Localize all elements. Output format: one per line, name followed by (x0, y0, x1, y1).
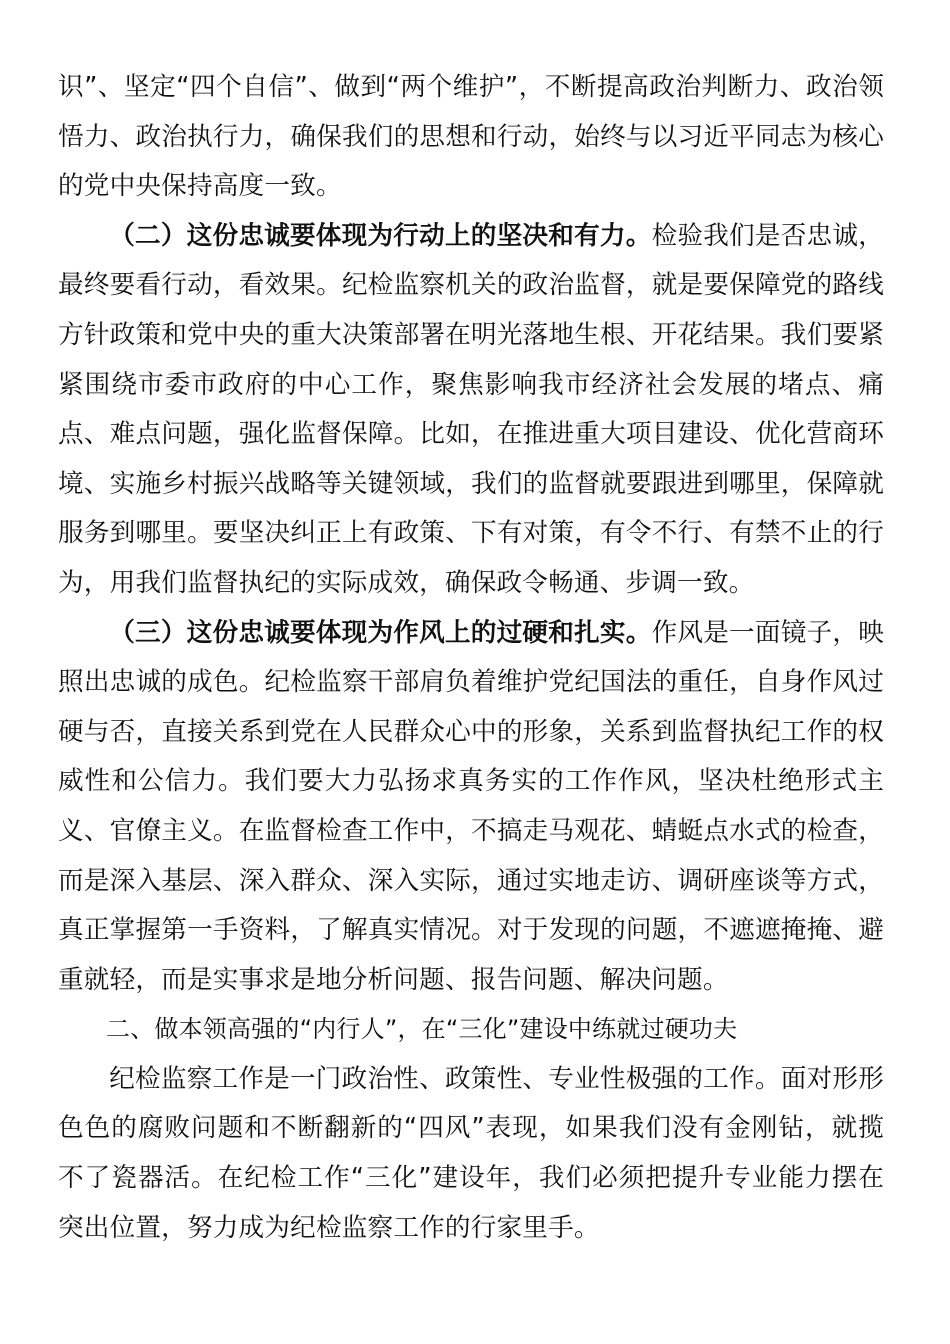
paragraph-continuation (58, 63, 884, 212)
paragraph-text: 识”、坚定“四个自信”、做到“两个维护”，不断提高政治判断力、政治领悟力、政治执行力，确保我们的思想和行动，始终与以习近平同志为核心的党中央保持高度一致。 (58, 72, 884, 202)
paragraph-loyalty-action (58, 212, 884, 609)
paragraph-text: 检验我们是否忠诚，最终要看行动，看效果。纪检监察机关的政治监督，就是要保障党的路线方针政策和党中央的重大决策部署在明光落地生根、开花结果。我们要紧紧围绕市委市政府的中心工作，聚焦影响我市经济社会发展的堵点、痛点、难点问题，强化监督保障。比如，在推进重大项目建设、优化营商环境、实施乡村振兴战略等关键领域，我们的监督就要跟进到哪里，保障就服务到哪里。要坚决纠正上有政策、下有对策，有令不行、有禁不止的行为，用我们监督执纪的实际成效，确保政令畅通、步调一致。 (58, 220, 884, 598)
document-page (58, 63, 884, 1253)
paragraph-lead-heading: （二）这份忠诚要体现为行动上的坚决和有力。 (109, 220, 652, 251)
paragraph-text: 作风是一面镜子，映照出忠诚的成色。纪检监察干部肩负着维护党纪国法的重任，自身作风过硬与否，直接关系到党在人民群众心中的形象，关系到监督执纪工作的权威性和公信力。我们要大力弘扬求真务实的工作作风，坚决杜绝形式主义、官僚主义。在监督检查工作中，不搞走马观花、蜻蜓点水式的检查，而是深入基层、深入群众、深入实际，通过实地走访、调研座谈等方式，真正掌握第一手资料，了解真实情况。对于发现的问题，不遮遮掩掩、避重就轻，而是实事求是地分析问题、报告问题、解决问题。 (58, 617, 884, 995)
paragraph-loyalty-style (58, 609, 884, 1006)
paragraph-closing (58, 1055, 884, 1253)
paragraph-text: 纪检监察工作是一门政治性、政策性、专业性极强的工作。面对形形色色的腐败问题和不断翻新的“四风”表现，如果我们没有金刚钻，就揽不了瓷器活。在纪检工作“三化”建设年，我们必须把提升专业能力摆在突出位置，努力成为纪检监察工作的行家里手。 (58, 1063, 884, 1243)
paragraph-lead-heading: （三）这份忠诚要体现为作风上的过硬和扎实。 (109, 617, 652, 648)
section-heading: 二、做本领高强的“内行人”，在“三化”建设中练就过硬功夫 (106, 1015, 738, 1044)
